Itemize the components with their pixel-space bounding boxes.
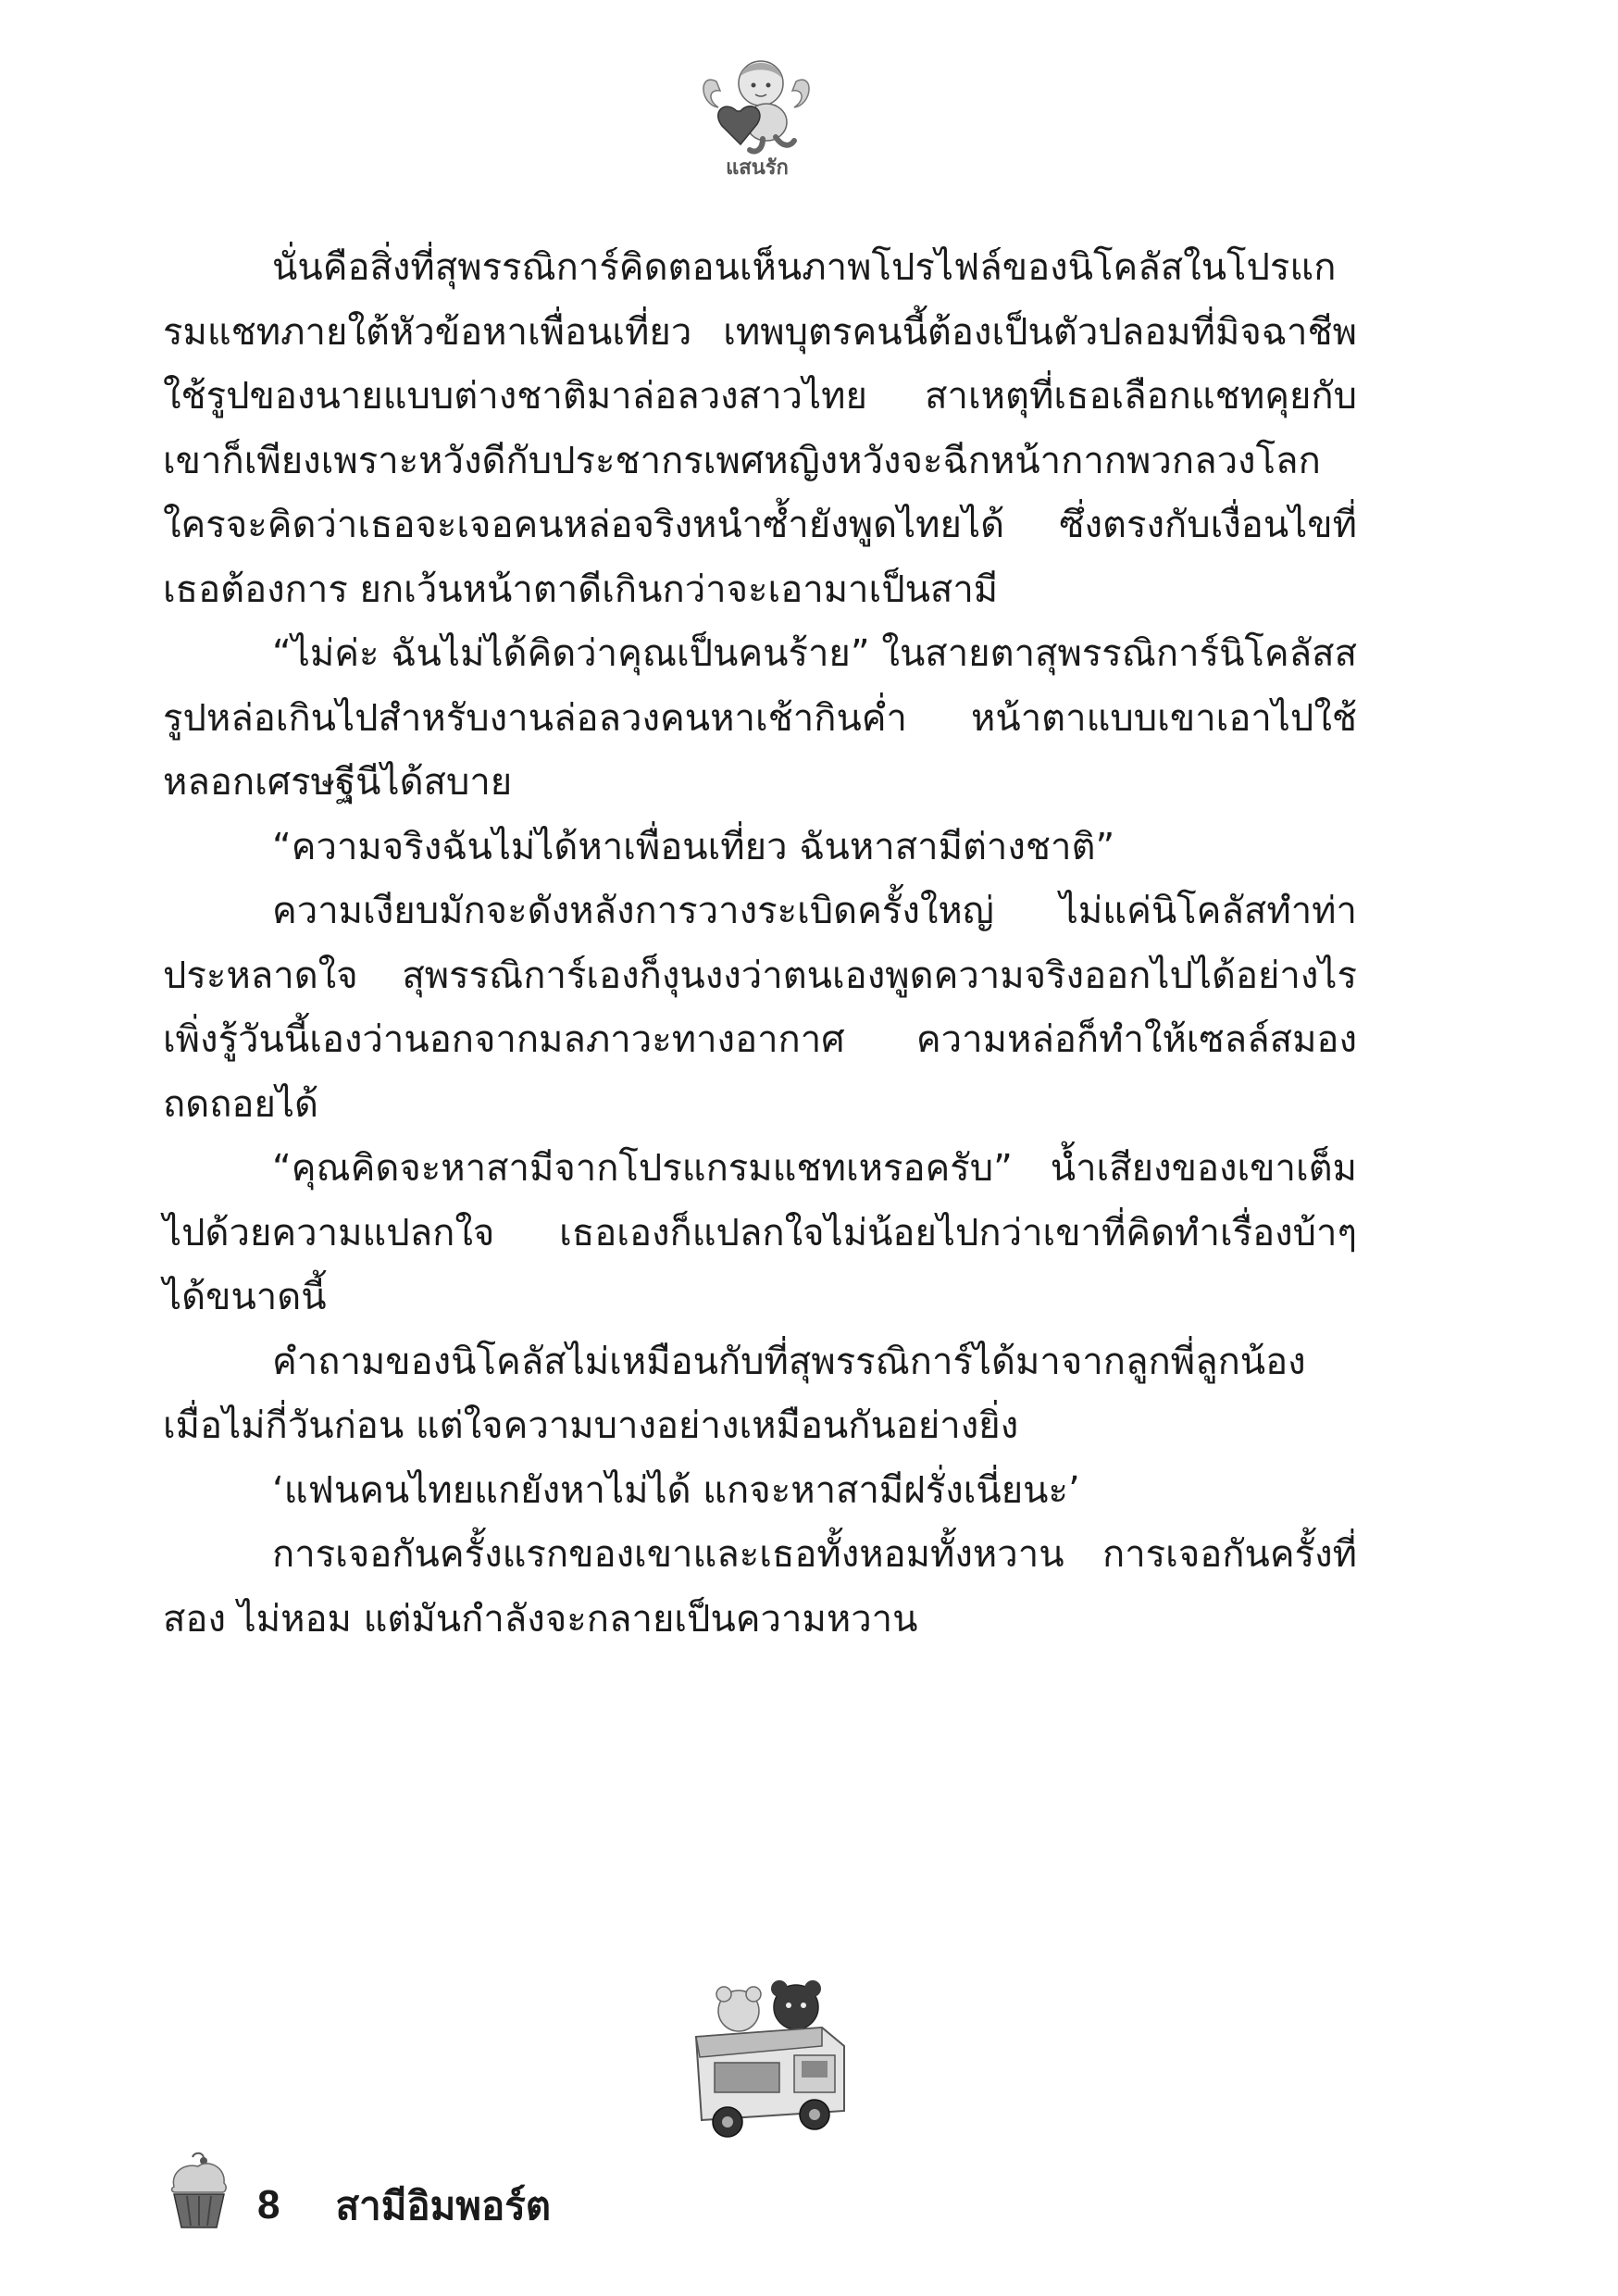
chapter-body [163, 236, 1357, 1652]
cherub-heart-icon [698, 54, 816, 183]
paragraph: “คุณคิดจะหาสามีจากโปรแกรมแชทเหรอครับ” น้ำเสียงของเขาเต็มไปด้วยความแปลกใจ เธอเองก็แปลกใจไม่น้อยไปกว่าเขาที่คิดทำเรื่องบ้าๆ ได้ขนาดนี้ [163, 1147, 1357, 1318]
paragraph: การเจอกันครั้งแรกของเขาและเธอทั้งหอมทั้งหวาน การเจอกันครั้งที่สอง ไม่หอม แต่มันกำลังจะกลายเป็นความหวาน [163, 1533, 1357, 1641]
logo-text: แสนรัก [726, 156, 789, 180]
cupcake-icon [167, 2150, 231, 2231]
cherub-logo [698, 54, 816, 183]
page-number: 8 [257, 2182, 280, 2227]
book-title: สามีอิมพอร์ต [335, 2183, 552, 2228]
food-truck-icon [674, 1972, 859, 2148]
paragraph: “ไม่ค่ะ ฉันไม่ได้คิดว่าคุณเป็นคนร้าย” ในสายตาสุพรรณิการ์นิโคลัสสรูปหล่อเกินไปสำหรับงานล่อลวงคนหาเช้ากินค่ำ หน้าตาแบบเขาเอาไปใช้หลอกเศรษฐีนีได้สบาย [163, 632, 1357, 804]
paragraph: นั่นคือสิ่งที่สุพรรณิการ์คิดตอนเห็นภาพโปรไฟล์ของนิโคลัสในโปรแกรมแชทภายใต้หัวข้อหาเพื่อนเที่ยว เทพบุตรคนนี้ต้องเป็นตัวปลอมที่มิจฉาชีพใช้รูปของนายแบบต่างชาติมาล่อลวงสาวไทย สาเหตุที่เธอเลือกแชทคุยกับเขาก็เพียงเพราะหวังดีกับประชากรเพศหญิงหวังจะฉีกหน้ากากพวกลวงโลก ใครจะคิดว่าเธอจะเจอคนหล่อจริงหนำซ้ำยังพูดไทยได้ ซึ่งตรงกับเงื่อนไขที่เธอต้องการ ยกเว้นหน้าตาดีเกินกว่าจะเอามาเป็นสามี [163, 246, 1357, 611]
page-footer [167, 2148, 551, 2231]
paragraph: ‘แฟนคนไทยแกยังหาไม่ได้ แกจะหาสามีฝรั่งเนี่ยนะ’ [272, 1468, 1080, 1512]
paragraph: ความเงียบมักจะดังหลังการวางระเบิดครั้งใหญ่ ไม่แค่นิโคลัสทำท่าประหลาดใจ สุพรรณิการ์เองก็งุนงงว่าตนเองพูดความจริงออกไปได้อย่างไร เพิ่งรู้วันนี้เองว่านอกจากมลภาวะทางอากาศ ความหล่อก็ทำให้เซลล์สมองถดถอยได้ [163, 890, 1357, 1126]
paragraph: คำถามของนิโคลัสไม่เหมือนกับที่สุพรรณิการ์ได้มาจากลูกพี่ลูกน้องเมื่อไม่กี่วันก่อน แต่ใจความบางอย่างเหมือนกันอย่างยิ่ง [163, 1340, 1306, 1447]
paragraph: “ความจริงฉันไม่ได้หาเพื่อนเที่ยว ฉันหาสามีต่างชาติ” [272, 825, 1115, 868]
food-truck-illustration [674, 1972, 859, 2148]
